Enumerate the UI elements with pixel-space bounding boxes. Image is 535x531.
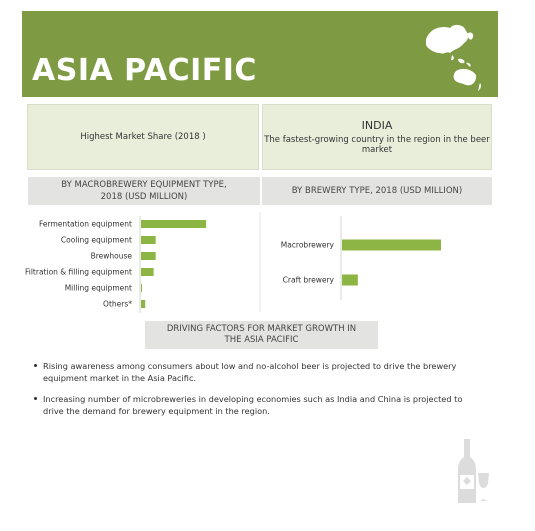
bullet-icon: [34, 364, 37, 367]
bullet-icon: [34, 397, 37, 400]
list-item: [34, 393, 484, 417]
driver-text: Increasing number of microbreweries in developing economies such as India and China is projected to drive the demand for brewery equipment in the region.: [43, 394, 463, 416]
chart2-bar: [342, 240, 441, 251]
chart1-bar: [141, 220, 206, 228]
chart1-category-label: Others*: [103, 299, 132, 309]
chart1-category-label: Cooling equipment: [60, 235, 132, 245]
highest-share-label: Highest Market Share (2018 ): [80, 132, 206, 142]
list-item: [34, 360, 484, 384]
drivers-list: [34, 360, 484, 426]
chart2-category-label: Macrobrewery: [280, 240, 334, 250]
chart2-title-line1: BY BREWERY TYPE, 2018 (USD MILLION): [291, 186, 463, 196]
chart1-bar: [141, 252, 156, 260]
drivers-title-line2: THE ASIA PACIFIC: [224, 335, 299, 345]
chart2-bar: [342, 275, 358, 286]
chart2-category-label: Craft brewery: [282, 275, 334, 285]
chart1-title-line2: 2018 (USD MILLION): [100, 192, 188, 202]
chart1-bar: [141, 284, 142, 292]
chart1-title-line1: BY MACROBREWERY EQUIPMENT TYPE,: [61, 180, 227, 190]
chart1-category-label: Filtration & filling equipment: [25, 267, 132, 277]
bottle-glass-icon: [455, 437, 491, 507]
chart1-bar: [141, 268, 154, 276]
drivers-title-line1: DRIVING FACTORS FOR MARKET GROWTH IN: [166, 324, 357, 334]
driver-text: Rising awareness among consumers about low and no-alcohol beer is projected to drive the brewery equipment market in the Asia Pacific.: [43, 361, 457, 383]
region-title: ASIA PACIFIC: [32, 53, 257, 88]
fastest-country-name: INDIA: [361, 119, 393, 132]
fastest-country-note: The fastest-growing country in the region in the beer market: [264, 135, 490, 155]
chart1-category-label: Fermentation equipment: [38, 219, 132, 229]
drivers-title: [145, 321, 378, 349]
chart1-bar: [141, 300, 145, 308]
chart1-category-label: Milling equipment: [64, 283, 132, 293]
chart1-category-label: Brewhouse: [90, 251, 132, 261]
chart1-bar: [141, 236, 156, 244]
